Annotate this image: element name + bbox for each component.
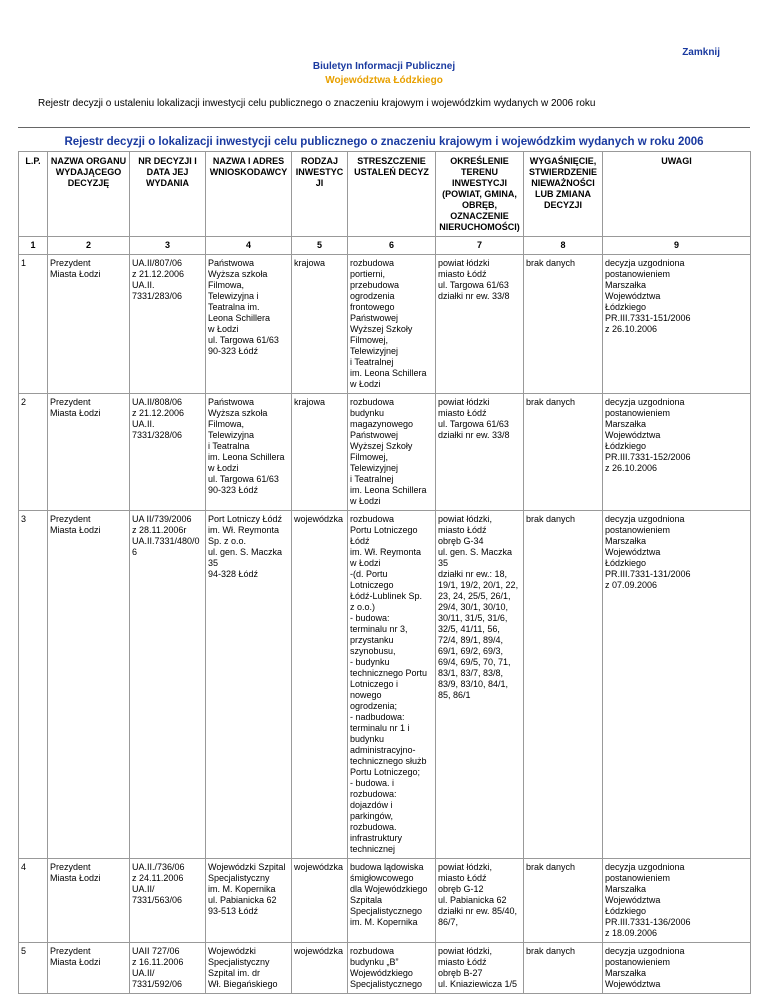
register-title: Rejestr decyzji o lokalizacji inwestycji celu publicznego o znaczeniu krajowym i wojewódzkim wydanych w roku 2006 — [64, 136, 704, 148]
column-number-row — [19, 237, 751, 255]
cell-applicant: Port Lotniczy Łódź im. Wł. Reymonta Sp. z o.o. ul. gen. S. Maczka 35 94-328 Łódź — [206, 511, 292, 859]
cell-investment-type: wojewódzka — [292, 511, 348, 859]
cell-decision-number: UA.II/807/06 z 21.12.2006 UA.II. 7331/283/06 — [130, 255, 206, 394]
cell-remarks: decyzja uzgodniona postanowieniem Marszałka Województwa — [603, 943, 751, 994]
cell-site: powiat łódzki, miasto Łódź obręb G-12 ul. Pabianicka 62 działki nr ew. 85/40, 86/7, — [436, 859, 524, 943]
cell-summary: rozbudowa portierni, przebudowa ogrodzenia frontowego Państwowej Wyższej Szkoły Filmowej, Telewizyjnej i Teatralnej im. Leona Schillera w Łodzi — [348, 255, 436, 394]
cell-organ: Prezydent Miasta Łodzi — [48, 943, 130, 994]
col-number: 3 — [130, 237, 206, 255]
cell-site: powiat łódzki, miasto Łódź obręb B-27 ul. Kniaziewicza 1/5 — [436, 943, 524, 994]
col-header: UWAGI — [603, 152, 751, 237]
close-link[interactable]: Zamknij — [682, 47, 720, 58]
cell-lp: 1 — [19, 255, 48, 394]
cell-expiry: brak danych — [524, 255, 603, 394]
cell-expiry: brak danych — [524, 511, 603, 859]
table-row — [19, 255, 751, 394]
cell-site: powiat łódzki, miasto Łódź obręb G-34 ul. gen. S. Maczka 35 działki nr ew.: 18, 19/1, 19/2, 20/1, 22, 23, 24, 25/5, 26/1, 29/4, 30/1, 30/10, 30/11, 31/5, 31/6, 32/5, 41/11, 56, 72/4, 89/1, 89/4, 69/1, 69/2, 69/3, 69/4, 69/5, 70, 71, 83/1, 83/7, 83/8, 83/9, 83/10, 84/1, 85, 86/1 — [436, 511, 524, 859]
cell-applicant: Państwowa Wyższa szkoła Filmowa, Telewizyjna i Teatralna im. Leona Schillera w Łodzi ul. Targowa 61/63 90-323 Łódź — [206, 255, 292, 394]
cell-applicant: Wojewódzki Specjalistyczny Szpital im. dr Wł. Biegańskiego — [206, 943, 292, 994]
cell-site: powiat łódzki miasto Łódź ul. Targowa 61/63 działki nr ew. 33/8 — [436, 255, 524, 394]
cell-remarks: decyzja uzgodniona postanowieniem Marszałka Województwa Łódzkiego PR.III.7331-151/2006 z 26.10.2006 — [603, 255, 751, 394]
cell-decision-number: UAII 727/06 z 16.11.2006 UA.II/ 7331/592/06 — [130, 943, 206, 994]
col-number: 6 — [348, 237, 436, 255]
col-header: WYGAŚNIĘCIE, STWIERDZENIE NIEWAŻNOŚCI LUB ZMIANA DECYZJI — [524, 152, 603, 237]
table-row — [19, 511, 751, 859]
col-header: OKREŚLENIE TERENU INWESTYCJI (POWIAT, GMINA, OBRĘB, OZNACZENIE NIERUCHOMOŚCI) — [436, 152, 524, 237]
header-row — [19, 152, 751, 237]
cell-applicant: Państwowa Wyższa szkoła Filmowa, Telewizyjna i Teatralna im. Leona Schillera w Łodzi ul. Targowa 61/63 90-323 Łódź — [206, 394, 292, 511]
cell-decision-number: UA.II/808/06 z 21.12.2006 UA.II. 7331/328/06 — [130, 394, 206, 511]
cell-investment-type: wojewódzka — [292, 943, 348, 994]
divider — [18, 127, 750, 128]
col-number: 7 — [436, 237, 524, 255]
cell-organ: Prezydent Miasta Łodzi — [48, 511, 130, 859]
cell-investment-type: krajowa — [292, 255, 348, 394]
cell-decision-number: UA II/739/2006 z 28.11.2006r UA.II.7331/480/06 — [130, 511, 206, 859]
cell-remarks: decyzja uzgodniona postanowieniem Marszałka Województwa Łódzkiego PR.III.7331-152/2006 z 26.10.2006 — [603, 394, 751, 511]
col-number: 8 — [524, 237, 603, 255]
page-header — [0, 60, 768, 88]
col-header: RODZAJ INWESTYCJI — [292, 152, 348, 237]
col-number: 9 — [603, 237, 751, 255]
header-line-1: Biuletyn Informacji Publicznej — [312, 61, 456, 72]
col-header: L.P. — [19, 152, 48, 237]
cell-site: powiat łódzki miasto Łódź ul. Targowa 61/63 działki nr ew. 33/8 — [436, 394, 524, 511]
cell-summary: rozbudowa Portu Lotniczego Łódź im. Wł. Reymonta w Łodzi -(d. Portu Lotniczego Łódź-Lublinek Sp. z o.o.) - budowa: terminalu nr 3, przystanku szynobusu, - budynku technicznego Portu Lotniczego i nowego ogrodzenia; - nadbudowa: terminalu nr 1 i budynku administracyjno- technicznego służb Portu Lotniczego; - budowa. i rozbudowa: dojazdów i parkingów, rozbudowa. infrastruktury technicznej — [348, 511, 436, 859]
cell-investment-type: wojewódzka — [292, 859, 348, 943]
cell-remarks: decyzja uzgodniona postanowieniem Marszałka Województwa Łódzkiego PR.III.7331-136/2006 z 18.09.2006 — [603, 859, 751, 943]
cell-remarks: decyzja uzgodniona postanowieniem Marszałka Województwa Łódzkiego PR.III.7331-131/2006 z 07.09.2006 — [603, 511, 751, 859]
col-number: 1 — [19, 237, 48, 255]
cell-lp: 5 — [19, 943, 48, 994]
cell-investment-type: krajowa — [292, 394, 348, 511]
col-header: STRESZCZENIE USTALEŃ DECYZ — [348, 152, 436, 237]
cell-decision-number: UA.II./736/06 z 24.11.2006 UA.II/ 7331/563/06 — [130, 859, 206, 943]
register-table — [18, 151, 751, 994]
col-number: 2 — [48, 237, 130, 255]
cell-organ: Prezydent Miasta Łodzi — [48, 394, 130, 511]
cell-applicant: Wojewódzki Szpital Specjalistyczny im. M. Kopernika ul. Pabianicka 62 93-513 Łódź — [206, 859, 292, 943]
table-row — [19, 943, 751, 994]
col-number: 5 — [292, 237, 348, 255]
cell-lp: 2 — [19, 394, 48, 511]
table-row — [19, 394, 751, 511]
col-header: NAZWA ORGANU WYDAJĄCEGO DECYZJĘ — [48, 152, 130, 237]
col-header: NAZWA I ADRES WNIOSKODAWCY — [206, 152, 292, 237]
cell-organ: Prezydent Miasta Łodzi — [48, 255, 130, 394]
col-header: NR DECYZJI I DATA JEJ WYDANIA — [130, 152, 206, 237]
cell-summary: rozbudowa budynku magazynowego Państwowej Wyższej Szkoły Filmowej, Telewizyjnej i Teatralnej im. Leona Schillera w Łodzi — [348, 394, 436, 511]
header-line-2: Województwa Łódzkiego — [325, 75, 443, 86]
cell-summary: rozbudowa budynku „B” Wojewódzkiego Specjalistycznego — [348, 943, 436, 994]
cell-lp: 4 — [19, 859, 48, 943]
col-number: 4 — [206, 237, 292, 255]
cell-summary: budowa lądowiska śmigłowcowego dla Wojewódzkiego Szpitala Specjalistycznego im. M. Kopernika — [348, 859, 436, 943]
intro-text: Rejestr decyzji o ustaleniu lokalizacji inwestycji celu publicznego o znaczeniu krajowym i wojewódzkim wydanych w 2006 roku — [38, 98, 596, 109]
cell-expiry: brak danych — [524, 859, 603, 943]
cell-expiry: brak danych — [524, 394, 603, 511]
cell-organ: Prezydent Miasta Łodzi — [48, 859, 130, 943]
cell-expiry: brak danych — [524, 943, 603, 994]
cell-lp: 3 — [19, 511, 48, 859]
table-row — [19, 859, 751, 943]
